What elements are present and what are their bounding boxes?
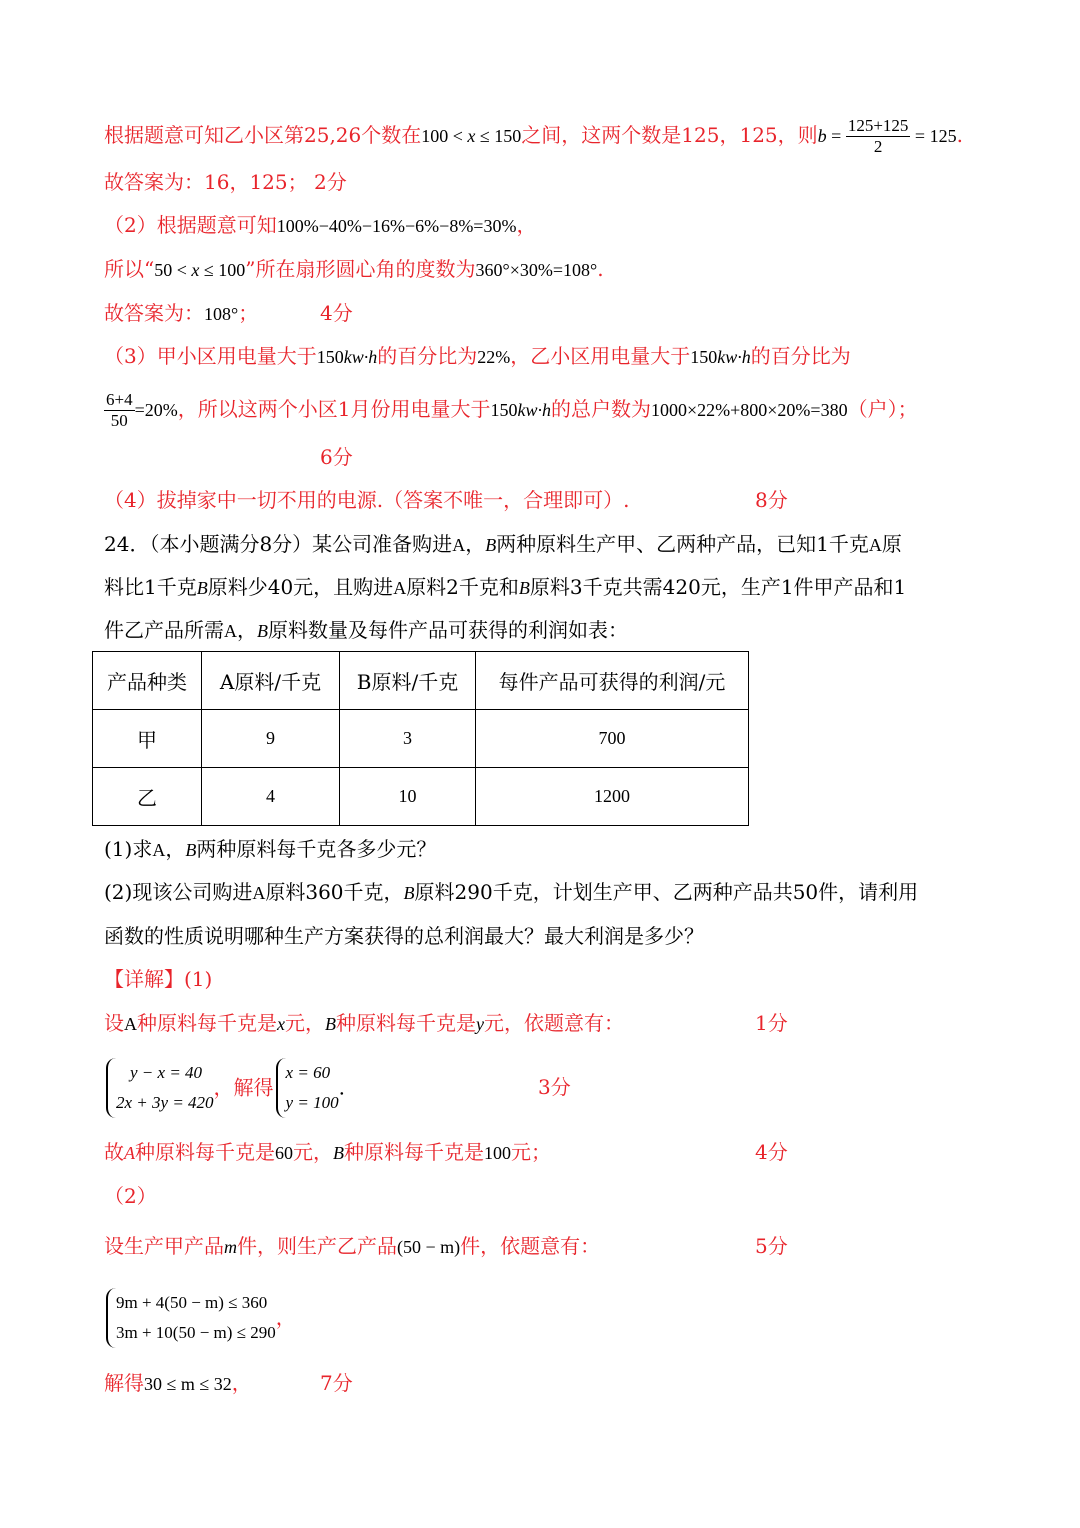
question-part-1 (104, 834, 436, 865)
math: ≤ 150 (475, 126, 522, 146)
text: 的总户数为 (550, 397, 651, 421)
equation-row: 2x + 3y = 420 (116, 1092, 214, 1112)
math: (50 − m) (397, 1237, 461, 1257)
text: ，解得 (213, 1075, 274, 1100)
table-header-cell: A原料/千克 (202, 652, 340, 710)
text: 件，则生产乙产品 (237, 1234, 397, 1258)
math-var: A (124, 1143, 135, 1163)
text: 之间，这两个数是125，125，则 (521, 123, 818, 147)
math-var: x (277, 1014, 285, 1034)
solution-line-4 (104, 1368, 252, 1399)
math-unit: kw·h (717, 347, 751, 367)
math-unit: kw·h (343, 347, 378, 367)
text: 元， (293, 1140, 333, 1164)
score-label: 6分 (320, 445, 353, 469)
math: A (452, 535, 466, 555)
text: 件，依题意有： (460, 1234, 601, 1258)
text: 解得 (104, 1371, 144, 1395)
answer-line-2: 故答案为：16，125； 2分 (104, 170, 347, 194)
table-row (93, 710, 749, 768)
math-var: m (224, 1237, 237, 1257)
equation-system-line (104, 1056, 345, 1118)
answer-line-4 (104, 254, 604, 285)
math: 50 < (154, 260, 192, 280)
math: = (826, 126, 846, 146)
math: A (152, 840, 166, 860)
math: =20% (134, 400, 178, 420)
math-unit: kw·h (517, 400, 551, 420)
text: 元， (285, 1011, 325, 1035)
text: (1)求 (104, 837, 153, 861)
math: 108° (204, 304, 239, 324)
solution-line-2 (104, 1137, 551, 1168)
text: (2)现该公司购进 (104, 880, 253, 904)
question-part-2-line-1 (104, 877, 918, 908)
text: 两种原料每千克各多少元？ (196, 837, 437, 861)
text: 根据题意可知乙小区第25,26个数在 (104, 123, 422, 147)
text: 1千克 (144, 575, 197, 599)
text: 24．（本小题满分8分）某公司准备购进 (104, 532, 453, 556)
math-var: B (485, 535, 497, 555)
table-cell: 乙 (93, 768, 202, 826)
text: ， (237, 618, 257, 642)
table-row (93, 768, 749, 826)
equation-row: x = 60 (285, 1062, 331, 1082)
answer-line-1 (104, 116, 963, 157)
text: ，乙小区用电量大于 (510, 344, 691, 368)
text: 的百分比为 (377, 344, 478, 368)
math: 150 (490, 400, 518, 420)
math: 100 < (421, 126, 468, 146)
text: ”所在扇形圆心角的度数为 (245, 257, 476, 281)
text: 设生产甲产品 (104, 1234, 224, 1258)
inequality-system (106, 1288, 276, 1348)
text: . (597, 257, 604, 281)
product-table (92, 651, 749, 826)
text: 设 (104, 1011, 124, 1035)
text: 原料290千克，计划生产甲、乙两种产品共50件，请利用 (414, 880, 919, 904)
text: 种原料每千克是 (137, 1011, 277, 1035)
text: ； (238, 301, 259, 325)
math-var: b (817, 126, 827, 146)
equation-row: y − x = 40 (130, 1062, 203, 1082)
text: 种原料每千克是 (135, 1140, 275, 1164)
text: ， (165, 837, 186, 861)
table-cell: 1200 (476, 768, 749, 826)
text: 原料360千克， (265, 880, 404, 904)
score-label: 1分 (755, 1011, 788, 1035)
equation-row: y = 100 (285, 1092, 339, 1112)
text: . (956, 123, 963, 147)
text: 故答案为： (104, 301, 204, 325)
table-cell: 9 (202, 710, 340, 768)
table-cell: 700 (476, 710, 749, 768)
table-cell: 甲 (93, 710, 202, 768)
text: （3）甲小区用电量大于 (104, 344, 317, 368)
math-var: B (196, 578, 208, 598)
math: A (393, 578, 407, 598)
answer-line-9: （4）拔掉家中一切不用的电源.（答案不唯一，合理即可）. (104, 488, 630, 512)
math: A (224, 621, 237, 641)
score-label: 8分 (755, 488, 788, 512)
score-label: 4分 (755, 1140, 788, 1164)
math: A (252, 883, 266, 903)
fraction-denominator: 2 (873, 137, 883, 156)
math: 100%−40%−16%−6%−8%=30% (276, 216, 517, 236)
score-label: 5分 (755, 1234, 788, 1258)
text: 原 (881, 532, 902, 556)
text: 原料3千克共需420元，生产1件甲产品和1 (529, 575, 907, 599)
equation-system-1 (106, 1058, 214, 1118)
table-cell: 10 (340, 768, 476, 826)
math: 22% (477, 347, 511, 367)
math: ≤ 100 (199, 260, 246, 280)
solution-line-3 (104, 1231, 600, 1262)
table-cell: 3 (340, 710, 476, 768)
score-label: 4分 (320, 301, 353, 325)
answer-line-7 (104, 390, 918, 431)
text: （2）根据题意可知 (104, 213, 277, 237)
fraction-denominator: 50 (110, 411, 128, 430)
text: 件乙产品所需 (104, 618, 224, 642)
question-24-line-1 (104, 529, 902, 560)
inequality-system-line (104, 1286, 296, 1348)
math: 360°×30%=108° (475, 260, 598, 280)
text: 原料2千克和 (406, 575, 519, 599)
question-24-line-2 (104, 572, 906, 603)
math-var: B (403, 883, 415, 903)
math: = 125 (910, 126, 957, 146)
math: 150 (316, 347, 344, 367)
text: 原料数量及每件产品可获得的利润如表： (268, 618, 628, 642)
text: . (338, 1075, 345, 1100)
answer-line-5 (104, 298, 258, 329)
equation-system-2 (276, 1058, 339, 1118)
score-label: 7分 (320, 1371, 353, 1395)
table-header-cell: B原料/千克 (340, 652, 476, 710)
text: ， (231, 1371, 252, 1395)
fraction (846, 116, 911, 157)
math: A (124, 1014, 137, 1034)
text: 故 (104, 1140, 124, 1164)
math-var: x (191, 260, 200, 280)
text: 元，依题意有： (484, 1011, 624, 1035)
question-24-line-3 (104, 615, 628, 646)
math-var: B (257, 621, 268, 641)
math: 100 (484, 1143, 511, 1163)
text: （户）； (847, 397, 918, 421)
text: 种原料每千克是 (344, 1140, 484, 1164)
table-header-cell: 产品种类 (93, 652, 202, 710)
text: ， (516, 213, 537, 237)
text: ， (465, 532, 486, 556)
math-var: B (325, 1014, 336, 1034)
math: 1000×22%+800×20%=380 (650, 400, 848, 420)
table-cell: 4 (202, 768, 340, 826)
text: ， (275, 1305, 296, 1330)
answer-line-3 (104, 210, 536, 241)
math: 60 (275, 1143, 293, 1163)
math: 30 ≤ m ≤ 32 (144, 1374, 232, 1394)
score-label: 3分 (538, 1075, 571, 1099)
text: 料比 (104, 575, 144, 599)
text: 所以“ (104, 257, 155, 281)
math: 150 (690, 347, 718, 367)
text: 原料少 (207, 575, 268, 599)
text: 种原料每千克是 (336, 1011, 476, 1035)
solution-part-2-heading: （2） (104, 1184, 157, 1208)
inequality-row: 9m + 4(50 − m) ≤ 360 (116, 1292, 268, 1312)
fraction-numerator: 125+125 (847, 116, 909, 135)
detail-heading: 【详解】(1) (104, 967, 213, 991)
math-var: x (467, 126, 476, 146)
text: 1千克 (816, 532, 869, 556)
text: 两种原料生产甲、乙两种产品，已知 (496, 532, 817, 556)
text: ，所以这两个小区1月份用电量大于 (177, 397, 491, 421)
math-var: B (333, 1143, 344, 1163)
text: 元； (511, 1140, 551, 1164)
table-header-cell: 每件产品可获得的利润/元 (476, 652, 749, 710)
math-var: y (476, 1014, 484, 1034)
math-var: B (185, 840, 197, 860)
inequality-row: 3m + 10(50 − m) ≤ 290 (116, 1322, 276, 1342)
text: 的百分比为 (750, 344, 851, 368)
question-part-2-line-2: 函数的性质说明哪种生产方案获得的总利润最大？最大利润是多少？ (104, 924, 704, 948)
text: 40元，且购进 (267, 575, 394, 599)
fraction (104, 390, 135, 431)
solution-line-1 (104, 1008, 624, 1039)
math-var: B (518, 578, 530, 598)
fraction-numerator: 6+4 (106, 390, 133, 409)
answer-line-6 (104, 341, 851, 372)
math: A (868, 535, 882, 555)
table-header-row (93, 652, 749, 710)
